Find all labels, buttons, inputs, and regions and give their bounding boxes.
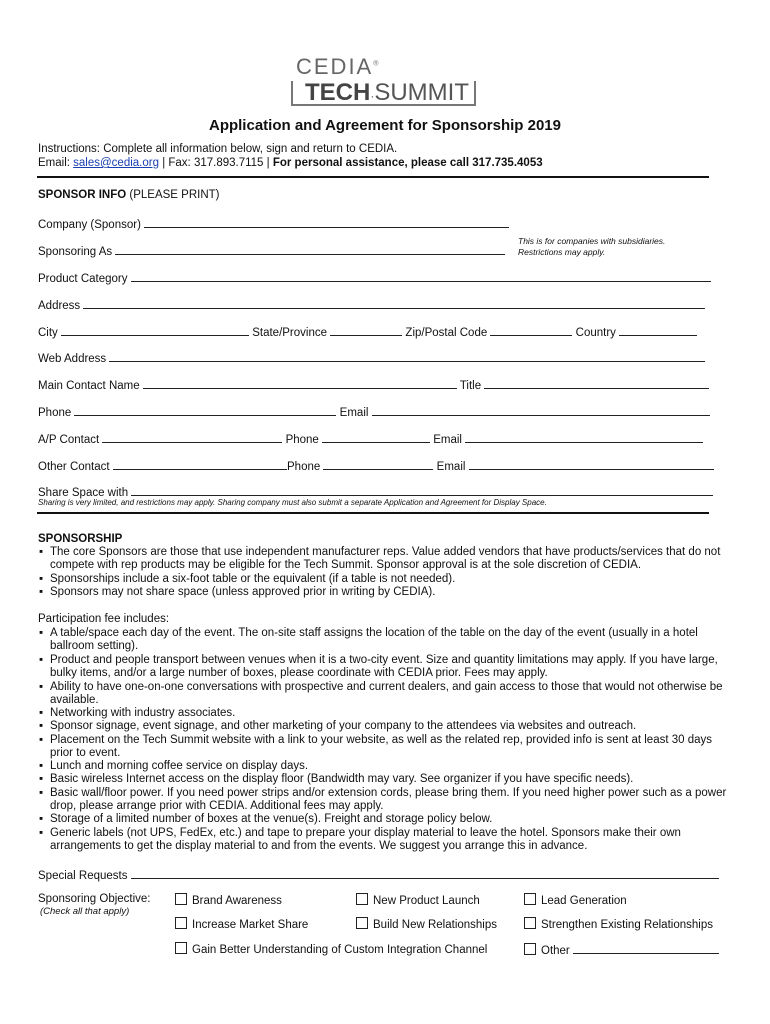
list-item: ▪ Lunch and morning coffee service on display days. — [39, 760, 309, 772]
list-item: ▪ Sponsorships include a six-foot table or the equivalent (if a table is not needed). — [39, 573, 456, 585]
checkbox-other[interactable]: Other — [524, 942, 719, 957]
instructions-line: Instructions: Complete all information below, sign and return to CEDIA. — [38, 143, 398, 155]
share-space-field[interactable] — [38, 484, 713, 499]
fax-text: | Fax: 317.893.7115 | — [162, 157, 270, 169]
company-input[interactable] — [144, 216, 509, 228]
city-label: City — [38, 327, 58, 339]
other-email-label: Email — [436, 461, 466, 473]
objective-label: Sponsoring Objective: — [38, 893, 151, 905]
ap-phone-label: Phone — [285, 434, 319, 446]
web-address-label: Web Address — [38, 353, 107, 365]
main-contact-row — [38, 377, 709, 392]
sponsor-info-heading: SPONSOR INFO (PLEASE PRINT) — [38, 189, 220, 201]
fee-heading: Participation fee includes: — [38, 613, 170, 625]
phone-email-row — [38, 404, 710, 419]
checkbox-gain-better-understanding[interactable]: Gain Better Understanding of Custom Integration Channel — [175, 942, 487, 956]
company-label: Company (Sponsor) — [38, 219, 141, 231]
page-title: Application and Agreement for Sponsorship 2019 — [208, 117, 561, 134]
address-field[interactable] — [38, 297, 705, 312]
sponsoring-as-field[interactable] — [38, 243, 505, 258]
section-divider — [37, 512, 709, 514]
web-address-field[interactable] — [38, 350, 705, 365]
checkbox-lead-generation[interactable]: Lead Generation — [524, 893, 627, 907]
address-input[interactable] — [83, 297, 705, 309]
list-item: ▪ The core Sponsors are those that use independent manufacturer reps. Value added vendors that have products/services that do not compete with rep products may be eligible for the Tech Summit. Sponsor approval is at the sole discretion of CEDIA. — [39, 546, 721, 572]
checkbox-build-new-relationships[interactable]: Build New Relationships — [356, 917, 497, 931]
sponsoring-as-input[interactable] — [115, 243, 505, 255]
country-label: Country — [575, 327, 616, 339]
objective-note: (Check all that apply) — [40, 906, 130, 917]
ap-contact-input[interactable] — [102, 431, 282, 443]
product-category-field[interactable] — [38, 270, 711, 285]
share-space-input[interactable] — [131, 484, 713, 496]
city-row — [38, 324, 697, 339]
phone-label: Phone — [38, 407, 72, 419]
assist-text: For personal assistance, please call 317.735.4053 — [272, 157, 543, 169]
checkbox-icon[interactable] — [524, 893, 536, 905]
list-item: ▪ Storage of a limited number of boxes at the venue(s). Freight and storage policy below. — [39, 813, 493, 825]
list-item: ▪ Basic wireless Internet access on the display floor (Bandwidth may vary. See organizer if you have specific needs). — [39, 773, 634, 785]
special-requests-field[interactable] — [38, 867, 719, 882]
list-item: ▪ Placement on the Tech Summit website with a link to your website, as well as the related rep, provided info is sent at least 30 days prior to event. — [39, 734, 713, 760]
checkbox-icon[interactable] — [524, 917, 536, 929]
checkbox-brand-awareness[interactable]: Brand Awareness — [175, 893, 282, 907]
sponsorship-heading: SPONSORSHIP — [38, 533, 123, 545]
checkbox-new-product-launch[interactable]: New Product Launch — [356, 893, 480, 907]
checkbox-strengthen-existing-relationships[interactable]: Strengthen Existing Relationships — [524, 917, 713, 931]
other-contact-input[interactable] — [113, 458, 287, 470]
other-phone-label: Phone — [287, 461, 321, 473]
list-item: ▪ Sponsors may not share space (unless approved prior in writing by CEDIA). — [39, 586, 436, 598]
zip-input[interactable] — [490, 324, 572, 336]
contact-line — [38, 157, 543, 169]
logo-cedia-text: CEDIA® — [296, 54, 381, 79]
share-note: Sharing is very limited, and restrictions may apply. Sharing company must also submit a separate Application and Agreement for Display Space. — [38, 498, 547, 507]
other-phone-input[interactable] — [323, 458, 433, 470]
product-category-input[interactable] — [131, 270, 711, 282]
sponsoring-as-label: Sponsoring As — [38, 246, 113, 258]
product-category-label: Product Category — [38, 273, 128, 285]
ap-email-label: Email — [433, 434, 462, 446]
zip-label: Zip/Postal Code — [405, 327, 488, 339]
ap-phone-input[interactable] — [322, 431, 430, 443]
other-input[interactable] — [573, 942, 719, 954]
address-label: Address — [38, 300, 81, 312]
phone-input[interactable] — [74, 404, 336, 416]
email-link[interactable]: sales@cedia.org — [73, 157, 159, 169]
list-item: ▪ Sponsor signage, event signage, and other marketing of your company to the attendees via websites and outreach. — [39, 720, 637, 732]
special-requests-input[interactable] — [131, 867, 719, 879]
list-item: ▪ Product and people transport between venues when it is a two-city event. Size and quantity limitations may apply. If you have large, bulky items, and/or a large number of boxes, please coordinate with CEDIA prior. Fees may apply. — [39, 654, 718, 680]
list-item: ▪ Networking with industry associates. — [39, 707, 236, 719]
special-requests-label: Special Requests — [38, 870, 128, 882]
checkbox-icon[interactable] — [356, 893, 368, 905]
main-contact-input[interactable] — [143, 377, 457, 389]
subsidiary-note-2: Restrictions may apply. — [518, 247, 606, 257]
state-label: State/Province — [252, 327, 328, 339]
email-input[interactable] — [372, 404, 710, 416]
main-contact-label: Main Contact Name — [38, 380, 140, 392]
country-input[interactable] — [619, 324, 697, 336]
email-label: Email: — [38, 157, 70, 169]
checkbox-icon[interactable] — [524, 943, 536, 955]
checkbox-icon[interactable] — [175, 942, 187, 954]
state-input[interactable] — [330, 324, 402, 336]
web-address-input[interactable] — [109, 350, 705, 362]
ap-email-input[interactable] — [465, 431, 703, 443]
checkbox-icon[interactable] — [175, 917, 187, 929]
other-email-input[interactable] — [469, 458, 714, 470]
subsidiary-note-1: This is for companies with subsidiaries. — [518, 236, 666, 246]
ap-contact-row — [38, 431, 703, 446]
title-label: Title — [459, 380, 482, 392]
share-space-label: Share Space with — [38, 487, 129, 499]
list-item: ▪ Ability to have one-on-one conversations with prospective and current dealers, and gain access to those that would not otherwise be available. — [39, 681, 723, 707]
other-contact-label: Other Contact — [38, 461, 110, 473]
logo-underline — [291, 104, 476, 106]
checkbox-icon[interactable] — [175, 893, 187, 905]
list-item: ▪ A table/space each day of the event. The on-site staff assigns the location of the table on the day of the event (usually in a hotel ballroom setting). — [39, 627, 698, 653]
ap-contact-label: A/P Contact — [38, 434, 100, 446]
logo-tech-summit: TECH·SUMMIT — [305, 79, 469, 106]
list-item: ▪ Generic labels (not UPS, FedEx, etc.) and tape to prepare your display material to leave the hotel. Sponsors make their own arrangements to get the display material to and from the events. We suggest you arrange this in advance. — [39, 827, 681, 853]
email-label: Email — [339, 407, 369, 419]
section-divider — [37, 176, 709, 178]
checkbox-increase-market-share[interactable]: Increase Market Share — [175, 917, 308, 931]
city-input[interactable] — [61, 324, 249, 336]
company-field[interactable] — [38, 216, 509, 231]
other-contact-row — [38, 458, 714, 473]
list-item: ▪ Basic wall/floor power. If you need power strips and/or extension cords, please bring them. If you need higher power such as a power drop, please arrange prior with CEDIA. Additional fees may apply. — [39, 787, 727, 813]
checkbox-icon[interactable] — [356, 917, 368, 929]
title-input[interactable] — [484, 377, 709, 389]
